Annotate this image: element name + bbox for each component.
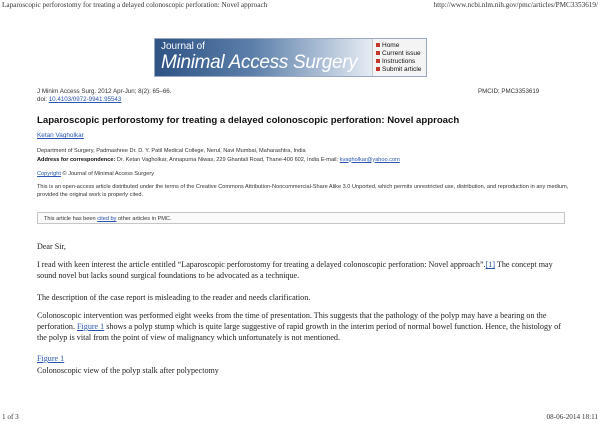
cited-prefix: This article has been bbox=[44, 216, 96, 222]
figure-1-link[interactable]: Figure 1 bbox=[37, 354, 65, 363]
paragraph-3-text-a: Colonoscopic intervention was performed eight weeks from the time of presentation. This suggests that the pathology of the polyp may have a bearing on the perforation. bbox=[37, 311, 547, 331]
journal-name-line2: Minimal Access Surgery bbox=[161, 52, 358, 73]
print-header bbox=[2, 1, 598, 9]
doi-link[interactable]: 10.4103/0972-9941.95543 bbox=[48, 96, 122, 104]
print-header-url: http://www.ncbi.nlm.nih.gov/pmc/articles/PMC3353619/ bbox=[433, 1, 598, 9]
doi-label: doi: bbox=[37, 96, 47, 104]
copyright-line bbox=[37, 171, 154, 177]
citation-meta bbox=[37, 88, 171, 105]
cited-suffix: other articles in PMC. bbox=[118, 216, 172, 222]
print-datetime: 08-06-2014 18:11 bbox=[546, 413, 598, 421]
doi-line bbox=[37, 96, 171, 104]
paragraph-3-text-b: shows a polyp stump which is quite large suggestive of rapid growth in the interim period of normal bowel function. Hence, the histology of the polyp is vital from the point of view of malignancy which unfortunately is not mentioned. bbox=[37, 322, 561, 342]
cited-by-link[interactable]: cited by bbox=[97, 216, 117, 222]
nav-home-link[interactable]: Home bbox=[376, 42, 426, 50]
journal-banner bbox=[154, 38, 427, 77]
pmcid: PMCID: PMC3353619 bbox=[478, 88, 540, 95]
affiliation-block bbox=[37, 147, 567, 164]
copyright-link[interactable]: Copyright bbox=[37, 171, 61, 177]
correspondence-label: Address for correspondence: bbox=[37, 156, 116, 163]
journal-nav bbox=[372, 39, 426, 76]
nav-current-issue-link[interactable]: Current issue bbox=[376, 50, 426, 58]
author-link[interactable]: Ketan Vagholkar bbox=[37, 132, 84, 139]
correspondence-text: Dr. Ketan Vagholkar, Annapurna Niwas, 229 Ghantali Road, Thane-400 602, India E-mail: bbox=[116, 156, 339, 163]
reference-1-link[interactable]: [1] bbox=[485, 260, 496, 269]
paragraph-1 bbox=[37, 259, 571, 281]
salutation: Dear Sir, bbox=[37, 242, 66, 251]
figure-1-inline-link[interactable]: Figure 1 bbox=[77, 322, 105, 331]
license-text: This is an open-access article distributed under the terms of the Creative Commons Attribution-Noncommercial-Share Alike 3.0 Unported, which permits unrestricted use, distribution, and reproduction in any medium, provided the original work is properly cited. bbox=[37, 184, 569, 199]
journal-name-line1: Journal of bbox=[161, 41, 205, 52]
citation-text: J Minim Access Surg. 2012 Apr-Jun; 8(2): 65–66. bbox=[37, 88, 172, 95]
article-title: Laparoscopic perforostomy for treating a delayed colonoscopic perforation: Novel approach bbox=[37, 115, 460, 126]
correspondence-line bbox=[37, 156, 567, 165]
affiliation-text: Department of Surgery, Padmashree Dr. D. Y. Patil Medical College, Nerul, Navi Mumbai, Maharashtra, India bbox=[37, 148, 306, 154]
nav-instructions-link[interactable]: Instructions bbox=[376, 58, 426, 66]
copyright-text: © Journal of Minimal Access Surgery bbox=[62, 171, 154, 177]
print-footer bbox=[2, 413, 598, 421]
print-header-title: Laparoscopic perforostomy for treating a delayed colonoscopic perforation: Novel approach bbox=[2, 1, 268, 9]
cited-by-box bbox=[37, 212, 565, 224]
figure-1-heading bbox=[37, 354, 64, 363]
paragraph-3 bbox=[37, 310, 571, 343]
email-link[interactable]: kvagholkar@yahoo.com bbox=[339, 156, 400, 163]
paragraph-1-text-b: The concept may sound novel but lacks sound surgical foundations to be advocated as a technique. bbox=[37, 260, 553, 280]
figure-1-caption: Colonoscopic view of the polyp stalk after polypectomy bbox=[37, 366, 219, 375]
nav-submit-article-link[interactable]: Submit article bbox=[376, 66, 426, 74]
journal-logo[interactable] bbox=[155, 39, 372, 76]
author-line bbox=[37, 132, 84, 139]
paragraph-2: The description of the case report is misleading to the reader and needs clarification. bbox=[37, 293, 311, 302]
page-counter: 1 of 3 bbox=[2, 413, 19, 421]
paragraph-1-text-a: I read with keen interest the article entitled “Laparoscopic perforostomy for treating a delayed colonoscopic perforation: Novel approach”. bbox=[37, 260, 486, 269]
